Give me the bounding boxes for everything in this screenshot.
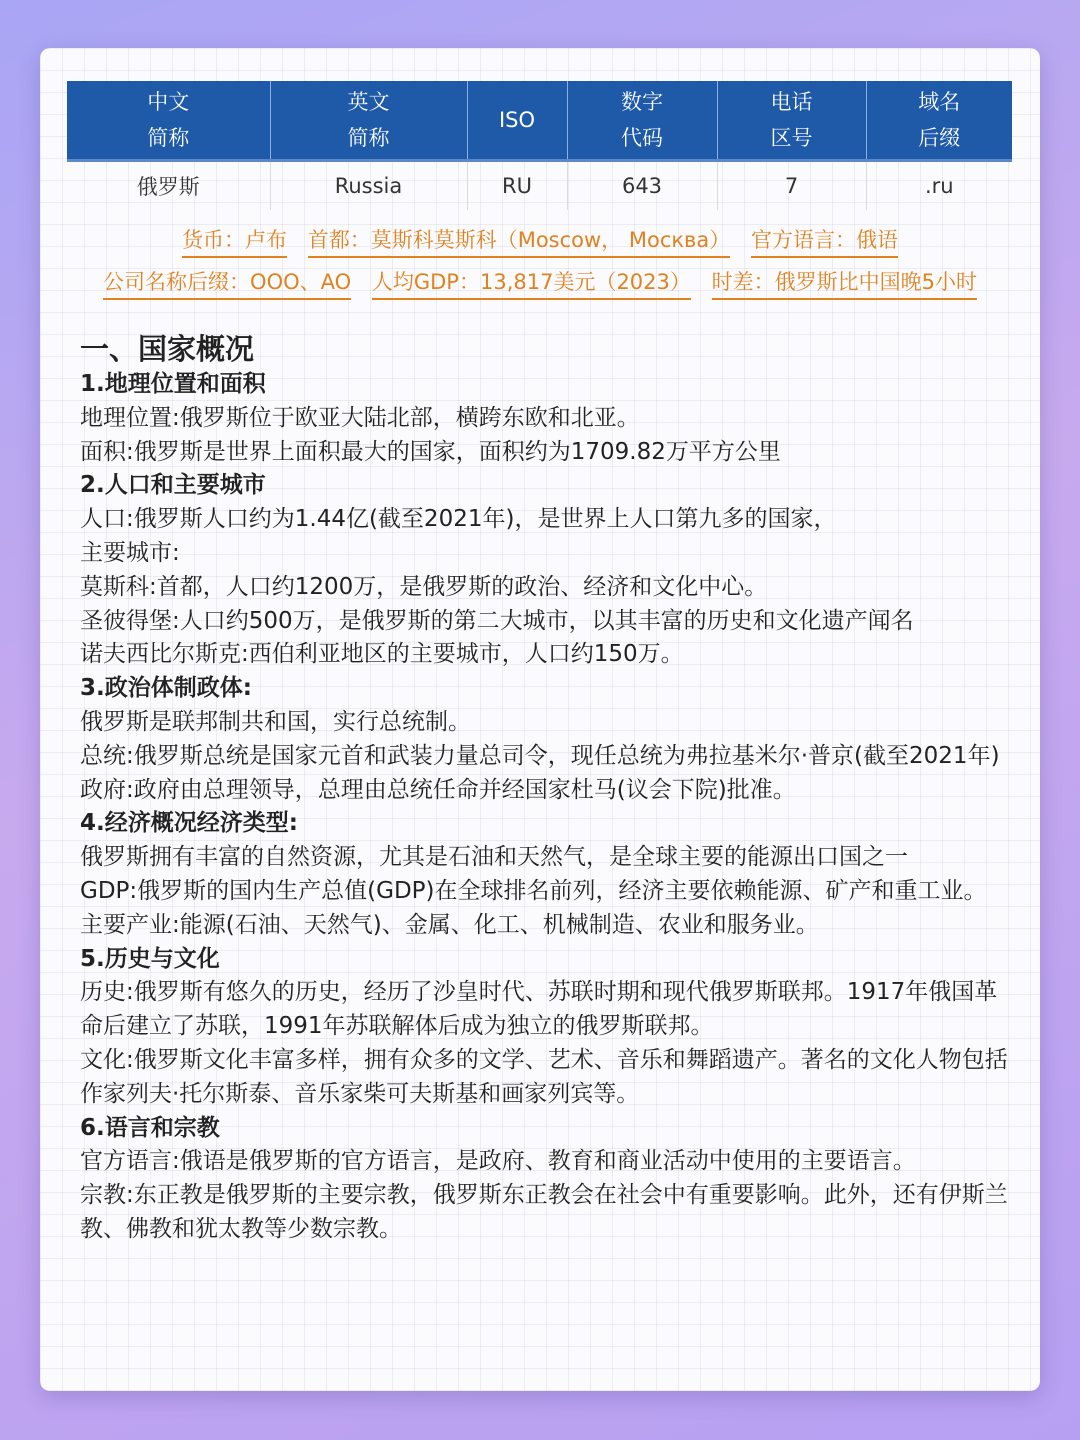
- cell-numeric-code: 643: [567, 161, 717, 211]
- subsection-title-politics: 3.政治体制政体:: [80, 675, 252, 702]
- timezone-tag: 时差：俄罗斯比中国晚5小时: [712, 266, 977, 300]
- table-row: [67, 161, 1012, 211]
- paragraph: 宗教:东正教是俄罗斯的主要宗教，俄罗斯东正教会在社会中有重要影响。此外，还有伊斯兰教、佛教和犹太教等少数宗教。: [80, 1182, 1008, 1242]
- subsection-title-population: 2.人口和主要城市: [80, 472, 266, 499]
- cell-domain-suffix: .ru: [866, 161, 1012, 211]
- paragraph: 人口:俄罗斯人口约为1.44亿(截至2021年)，是世界上人口第九多的国家，: [80, 506, 837, 533]
- cell-iso: RU: [467, 161, 567, 211]
- language-tag: 官方语言：俄语: [751, 224, 898, 258]
- cell-phone-code: 7: [717, 161, 866, 211]
- company-suffix-tag: 公司名称后缀：OOO、AO: [103, 266, 351, 300]
- paragraph: 面积:俄罗斯是世界上面积最大的国家，面积约为1709.82万平方公里: [80, 438, 781, 465]
- section-title: 一、国家概况: [80, 332, 255, 366]
- paragraph: 历史:俄罗斯有悠久的历史，经历了沙皇时代、苏联时期和现代俄罗斯联邦。1917年俄国革命后建立了苏联，1991年苏联解体后成为独立的俄罗斯联邦。: [80, 979, 998, 1040]
- cell-chinese-name: 俄罗斯: [136, 175, 200, 199]
- table-header-row: [67, 81, 1012, 161]
- country-overview: [80, 330, 1010, 1247]
- currency-tag: 货币：卢布: [182, 224, 287, 258]
- header-iso: ISO: [467, 81, 567, 161]
- header-chinese-name: 中文 简称: [67, 81, 270, 161]
- paragraph: 总统:俄罗斯总统是国家元首和武装力量总司令，现任总统为弗拉基米尔·普京(截至2021年): [80, 742, 1000, 769]
- paragraph: 官方语言:俄语是俄罗斯的官方语言，是政府、教育和商业活动中使用的主要语言。: [80, 1148, 916, 1175]
- paragraph: 政府:政府由总理领导，总理由总统任命并经国家杜马(议会下院)批准。: [80, 776, 796, 803]
- paragraph: 诺夫西比尔斯克:西伯利亚地区的主要城市，人口约150万。: [80, 641, 684, 668]
- cell-english-name: Russia: [270, 161, 467, 211]
- paragraph: 主要城市:: [80, 539, 180, 566]
- paragraph: 圣彼得堡:人口约500万，是俄罗斯的第二大城市，以其丰富的历史和文化遗产闻名: [80, 607, 914, 634]
- paragraph: 俄罗斯拥有丰富的自然资源，尤其是石油和天然气，是全球主要的能源出口国之一: [80, 844, 908, 871]
- summary-line-2: [40, 266, 1040, 300]
- subsection-title-history: 5.历史与文化: [80, 945, 220, 972]
- country-info-table: [67, 81, 1012, 210]
- subsection-title-geography: 1.地理位置和面积: [80, 371, 266, 397]
- gdp-tag: 人均GDP：13,817美元（2023）: [372, 266, 691, 300]
- header-numeric-code: 数字 代码: [567, 81, 717, 161]
- paragraph: 主要产业:能源(石油、天然气)、金属、化工、机械制造、农业和服务业。: [80, 911, 819, 938]
- paragraph: 地理位置:俄罗斯位于欧亚大陆北部，横跨东欧和北亚。: [80, 404, 640, 431]
- document-card: [40, 48, 1040, 1391]
- paragraph: 俄罗斯是联邦制共和国，实行总统制。: [80, 708, 471, 735]
- summary-line-1: [40, 224, 1040, 258]
- header-phone-code: 电话 区号: [717, 81, 866, 161]
- paragraph: GDP:俄罗斯的国内生产总值(GDP)在全球排名前列，经济主要依赖能源、矿产和重工业。: [80, 877, 987, 904]
- header-english-name: 英文 简称: [270, 81, 467, 161]
- capital-tag: 首都：莫斯科莫斯科（Moscow， Москва）: [308, 224, 731, 258]
- subsection-title-economy: 4.经济概况经济类型:: [80, 810, 298, 837]
- paragraph: 莫斯科:首都，人口约1200万，是俄罗斯的政治、经济和文化中心。: [80, 573, 768, 600]
- subsection-title-language: 6.语言和宗教: [80, 1114, 220, 1141]
- header-domain-suffix: 域名 后缀: [866, 81, 1012, 161]
- paragraph: 文化:俄罗斯文化丰富多样，拥有众多的文学、艺术、音乐和舞蹈遗产。著名的文化人物包括作家列夫·托尔斯泰、音乐家柴可夫斯基和画家列宾等。: [80, 1046, 1008, 1107]
